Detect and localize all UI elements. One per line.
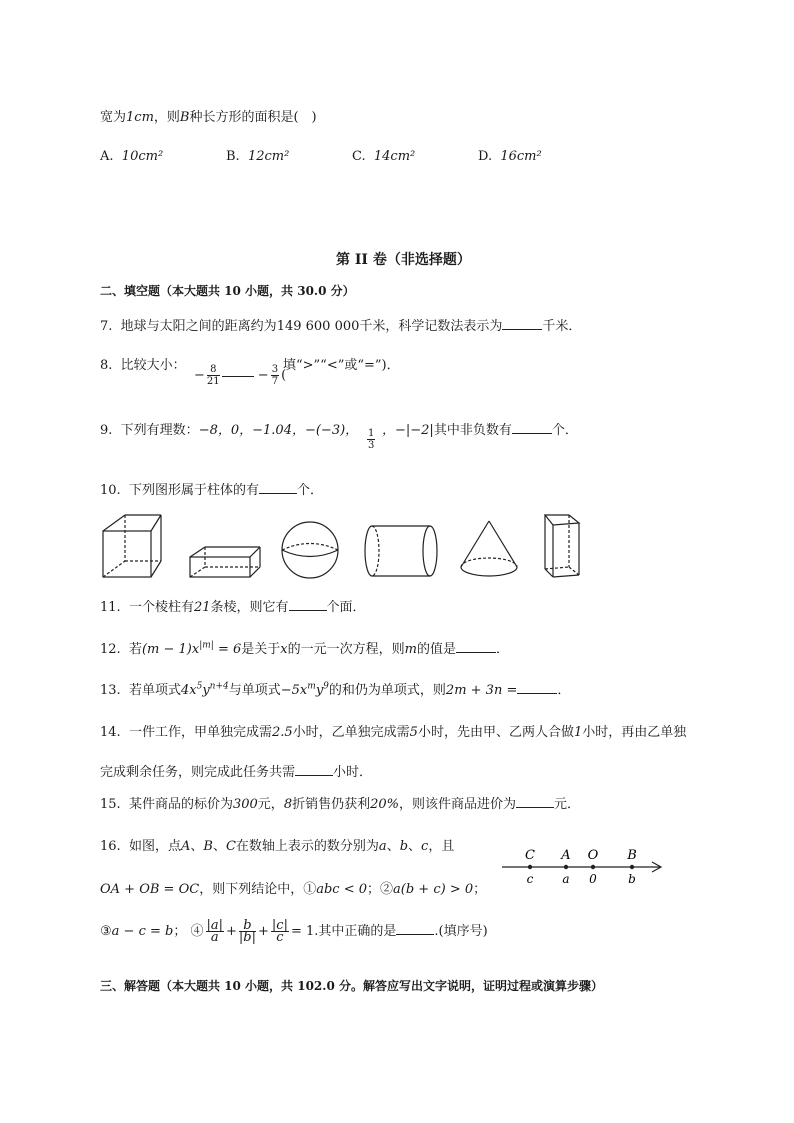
q9-rest: ，−|−2|其中非负数有 个． [382,423,578,438]
cube-figure [103,515,161,577]
label-bottom-2: 0 [589,872,597,886]
number-line [498,845,668,889]
q8: 8. 比较大小： [100,358,186,373]
q14-answer-blank[interactable] [295,765,333,776]
cylinder-figure [365,526,437,576]
label-top-c: C [525,848,535,863]
q10-answer-blank[interactable] [259,483,297,494]
cuboid-figure [190,547,260,577]
q7: 7. 地球与太阳之间的距离约为149 600 000千米，科学记数法表示为 千米． [100,319,582,334]
q11: 11. 一个棱柱有21条棱，则它有 个面． [100,600,366,615]
q6-option-c[interactable]: C. 14cm² [352,149,416,164]
triangular-prism-figure [545,515,579,577]
q13-answer-blank[interactable] [517,683,557,694]
q6-option-a[interactable]: A. 10cm² [100,149,164,164]
q16-line3: ③a − c = b； ④ $\frac{|a|}{a}$ + $\frac{b}{|b|}$ + $\frac{|c|}{c}$ = 1.其中正确的是 .(填序号) [100,918,488,945]
point-a [564,865,568,869]
sphere-figure [282,522,338,578]
q16-line1: 16. 如图，点A、B、C在数轴上表示的数分别为a、b、c，且 [100,839,455,854]
q8-hint: 填“>”“<”或“=”)． [283,358,400,373]
label-top-b: B [627,848,637,863]
point-c [528,865,532,869]
q8-expression: − $\frac{8}{21}$ − $\frac{3}{7}$ ( [194,364,287,387]
point-o [591,865,595,869]
q6-option-b[interactable]: B. 12cm² [226,149,290,164]
q12: 12. 若$(m - 1)x^{|m|} = 6$是关于x的一元一次方程，则m的值是 ． [100,640,509,657]
label-bottom-0: c [526,872,534,886]
q9-answer-blank[interactable] [512,423,552,434]
label-top-a: A [561,848,571,863]
solid-figures [95,505,695,587]
q16-answer-blank[interactable] [396,924,434,935]
q16-line2: OA + OB = OC，则下列结论中，①abc < 0；②a(b + c) > 0； [100,882,487,897]
part2-title: 第 II 卷（非选择题） [336,252,471,268]
q9-fraction: $\frac{1}{3}$ [368,428,375,451]
section2-heading: 二、填空题（本大题共 10 小题，共 30.0 分） [100,284,355,298]
section3-heading: 三、解答题（本大题共 10 小题，共 102.0 分。解答应写出文字说明，证明过程或演算步骤） [100,979,603,993]
q7-answer-blank[interactable] [502,319,542,330]
label-bottom-1: a [562,872,570,886]
q9: 9. 下列有理数：−8，0，−1.04，−(−3)， [100,423,359,438]
label-top-o: O [587,848,599,863]
q14-line2: 完成剩余任务，则完成此任务共需 小时． [100,765,373,780]
q8-answer-blank[interactable] [222,375,254,377]
cone-figure [461,521,517,576]
label-bottom-3: b [628,872,636,886]
q6-option-d[interactable]: D. 16cm² [478,149,542,164]
q15-answer-blank[interactable] [516,797,554,808]
q12-answer-blank[interactable] [456,642,496,653]
q15: 15. 某件商品的标价为300元，8折销售仍获利20%，则该件商品进价为 元． [100,797,581,812]
q14-line1: 14. 一件工作，甲单独完成需2.5小时，乙单独完成需5小时，先由甲、乙两人合做1小时，再由乙单独 [100,725,687,740]
q11-answer-blank[interactable] [289,600,327,611]
q6-tail-line: 宽为1cm，则B种长方形的面积是( ) [100,110,317,125]
point-b [630,865,634,869]
q13: 13. 若单项式$4x^5y^{n+4}$与单项式$-5x^my^9$的和仍为单项式，则2m + 3n = ． [100,681,571,698]
q10: 10. 下列图形属于柱体的有 个． [100,483,323,498]
